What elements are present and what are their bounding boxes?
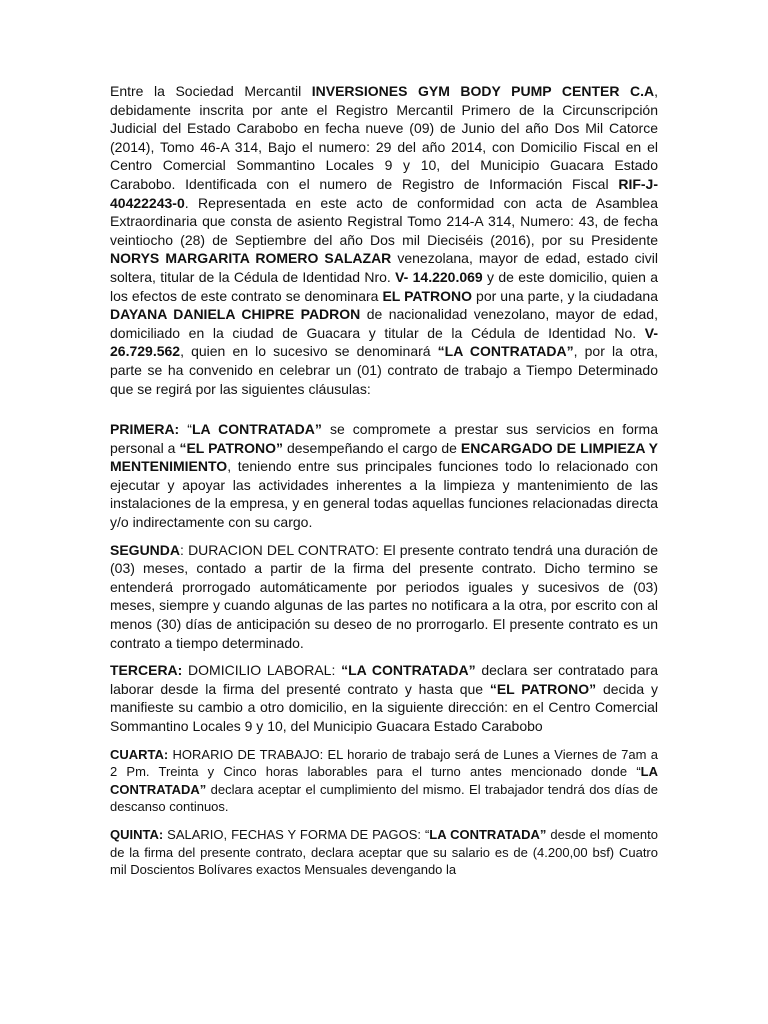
clause-text: desempeñando el cargo de (283, 439, 461, 456)
clause-heading: SEGUNDA (110, 541, 181, 558)
employee-id: V-26.729.562 (110, 324, 658, 360)
intro-text: , por la otra, parte se ha convenido en celebrar un (01) contrato de trabajo a Tiempo Determinado que se regirá por las siguientes cláusulas: (110, 343, 658, 397)
intro-text: . Representada en este acto de conformidad con acta de Asamblea Extraordinaria que consta de asiento Registral Tomo 214-A 314, Numero: 43, de fecha veintiocho (28) de Septiembre del año Dos mil Dieciséis (2016), por su Presidente (110, 194, 658, 248)
clause-heading: CUARTA: (110, 746, 169, 762)
clause-text: declara ser contratado para laborar desde la firma del presenté contrato y hasta que (110, 662, 658, 697)
clause-text: : DURACION DEL CONTRATO: El presente contrato tendrá una duración de (03) meses, contado a partir de la firma del presente contrato. Dicho termino se entenderá prorrogado automáticamente por periodos iguales y sucesivos de (03) meses, siempre y cuando algunas de las partes no notificara a la otra, por escrito con al menos (30) días de anticipación su deseo de no prorrogarlo. El presente contrato es un contrato a tiempo determinado. (110, 541, 658, 651)
clause-heading: PRIMERA: (110, 421, 180, 438)
clause-quinta (110, 826, 658, 879)
contract-document (110, 80, 658, 879)
president-name: NORYS MARGARITA ROMERO SALAZAR (110, 250, 392, 267)
clause-text: “ (179, 421, 192, 438)
clause-cuarta (110, 746, 658, 816)
employee-term: LA CONTRATADA” (110, 764, 658, 797)
intro-text: , debidamente inscrita por ante el Registro Mercantil Primero de la Circunscripción Judicial del Estado Carabobo en fecha nueve (09) de Junio del año Dos Mil Catorce (2014), Tomo 46-A 314, Bajo el numero: 29 del año 2014, con Domicilio Fiscal en el Centro Comercial Sommantino Locales 9 y 10, del Municipio Guacara Estado Carabobo. Identificada con el numero de Registro de Información Fiscal (110, 83, 659, 192)
clause-text: , teniendo entre sus principales funciones todo lo relacionado con ejecutar y apoyar las actividades inherentes a la limpieza y mantenimiento de las instalaciones de la empresa, y en general todas aquellas funciones relacionadas directa y/o indirectamente con su cargo. (110, 458, 658, 531)
clause-text: declara aceptar el cumplimiento del mismo. El trabajador tendrá dos días de descanso continuos. (110, 781, 658, 815)
employee-term: LA CONTRATADA” (429, 826, 547, 842)
employer-term: “EL PATRONO” (179, 439, 283, 456)
clause-primera (110, 420, 658, 532)
rif-number: RIF-J-40422243-0 (110, 175, 658, 211)
company-name: INVERSIONES GYM BODY PUMP CENTER C.A (311, 83, 655, 99)
intro-text: Entre la Sociedad Mercantil (110, 83, 312, 99)
clause-text: HORARIO DE TRABAJO: EL horario de trabajo será de Lunes a Viernes de 7am a 2 Pm. Treinta y Cinco horas laborables para el turno antes mencionado donde “ (110, 746, 658, 780)
clause-text: se compromete a prestar sus servicios en forma personal a (110, 421, 658, 456)
employee-term: “LA CONTRATADA” (437, 343, 574, 360)
employer-term: “EL PATRONO” (489, 680, 597, 697)
employee-term: LA CONTRATADA” (191, 421, 322, 438)
clause-heading: TERCERA: (110, 662, 183, 679)
employee-term: “LA CONTRATADA” (341, 662, 476, 679)
clause-tercera (110, 661, 658, 735)
intro-paragraph (110, 82, 658, 398)
intro-text: , quien en lo sucesivo se denominará (180, 343, 438, 360)
clause-segunda (110, 541, 658, 653)
clause-text: DOMICILIO LABORAL: (182, 662, 342, 679)
intro-text: por una parte, y la ciudadana (472, 287, 658, 304)
intro-text: y de este domicilio, quien a los efectos de este contrato se denominara (110, 268, 658, 304)
intro-text: venezolana, mayor de edad, estado civil soltera, titular de la Cédula de Identidad Nro. (110, 250, 658, 285)
clause-text: SALARIO, FECHAS Y FORMA DE PAGOS: “ (163, 826, 430, 842)
job-title: ENCARGADO DE LIMPIEZA Y MENTENIMIENTO (110, 439, 658, 475)
clause-heading: QUINTA: (110, 826, 164, 842)
clause-text: desde el momento de la firma del presente contrato, declara aceptar que su salario es de (4.200,00 bsf) Cuatro mil Doscientos Bolívares exactos Mensuales devengando la (110, 826, 658, 878)
president-id: V- 14.220.069 (395, 268, 483, 285)
employer-term: EL PATRONO (382, 287, 473, 304)
intro-text: de nacionalidad venezolano, mayor de edad, domiciliado en la ciudad de Guacara y titular de la Cédula de Identidad No. (110, 306, 658, 341)
employee-name: DAYANA DANIELA CHIPRE PADRON (110, 306, 361, 323)
clause-text: decida y manifieste su cambio a otro domicilio, en la siguiente dirección: en el Centro Comercial Sommantino Locales 9 y 10, del Municipio Guacara Estado Carabobo (110, 680, 658, 734)
